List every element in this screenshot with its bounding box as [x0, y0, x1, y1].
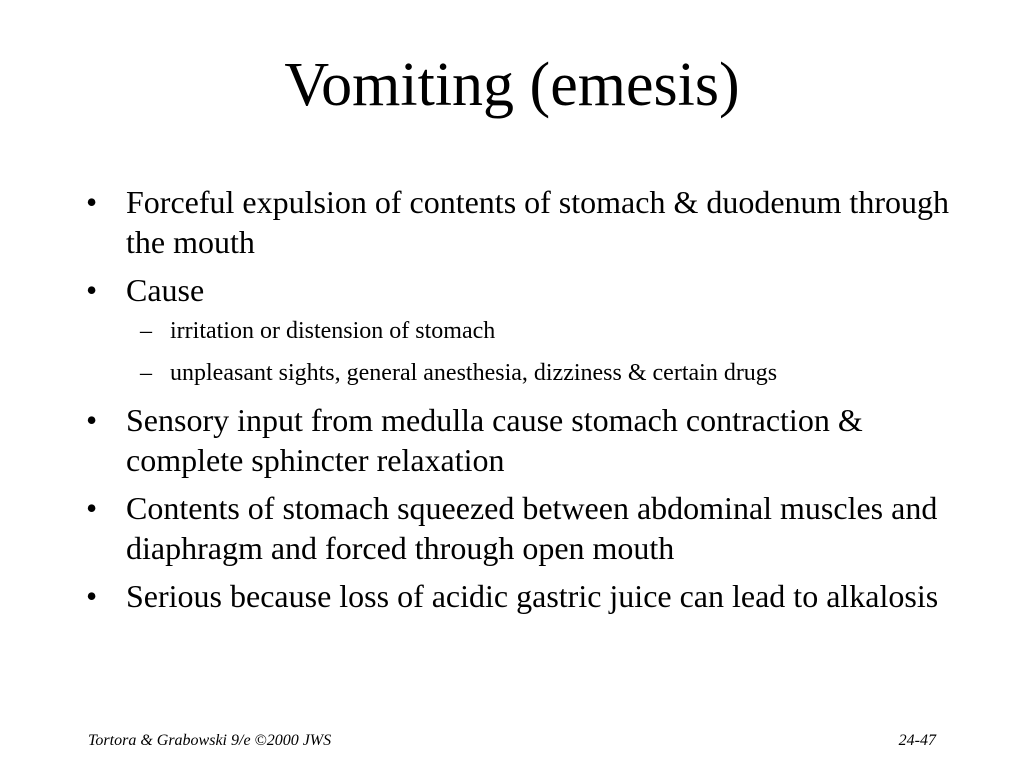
bullet-marker: •: [86, 184, 98, 220]
bullet-item: [86, 270, 966, 388]
bullet-marker: •: [86, 272, 98, 308]
bullet-marker: •: [86, 402, 98, 438]
bullet-marker: •: [86, 578, 98, 614]
bullet-item: [86, 576, 966, 616]
bullet-item: [86, 400, 966, 480]
bullet-item: [86, 488, 966, 568]
sub-bullet-text: unpleasant sights, general anesthesia, dizziness & certain drugs: [170, 360, 778, 386]
bullet-text: Contents of stomach squeezed between abdominal muscles and diaphragm and forced through open mouth: [126, 490, 938, 566]
bullet-text: Cause: [126, 272, 205, 308]
bullet-text: Serious because loss of acidic gastric juice can lead to alkalosis: [126, 578, 939, 614]
footer-citation: Tortora & Grabowski 9/e ©2000 JWS: [88, 732, 332, 749]
sub-bullet-item: [126, 316, 966, 346]
bullet-list: [86, 182, 966, 624]
bullet-item: [86, 182, 966, 262]
sub-bullet-item: [126, 358, 966, 388]
bullet-marker: •: [86, 490, 98, 526]
sub-bullet-list: [126, 316, 966, 388]
sub-bullet-marker: –: [140, 318, 152, 344]
bullet-text: Forceful expulsion of contents of stomach & duodenum through the mouth: [126, 184, 949, 260]
bullet-text: Sensory input from medulla cause stomach contraction & complete sphincter relaxation: [126, 402, 863, 478]
sub-bullet-text: irritation or distension of stomach: [170, 318, 496, 344]
page-number: 24-47: [898, 732, 936, 749]
slide-title: Vomiting (emesis): [284, 51, 740, 119]
sub-bullet-marker: –: [140, 360, 152, 386]
